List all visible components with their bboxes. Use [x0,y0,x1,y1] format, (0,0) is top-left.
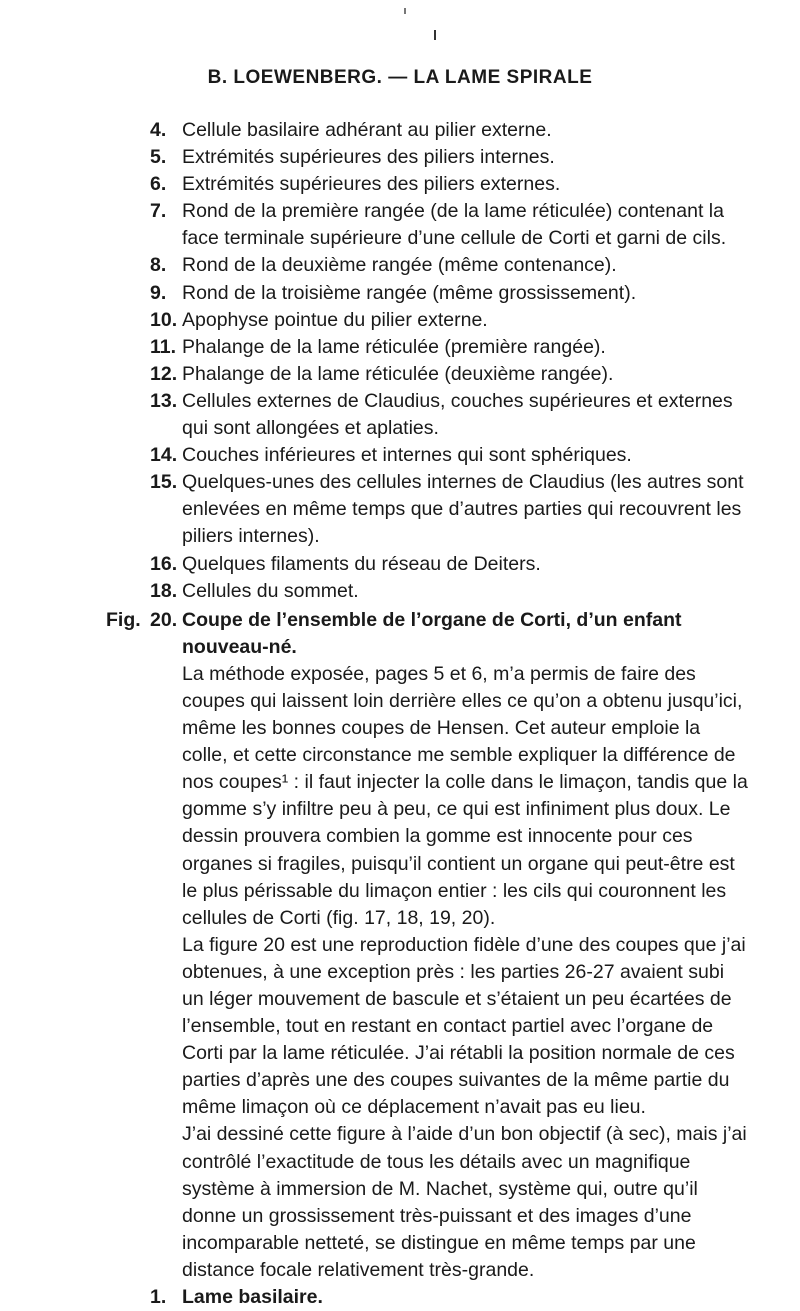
scan-mark [404,8,406,14]
list-item [150,388,750,442]
item-number: 10. [150,308,178,331]
list-item [150,551,750,578]
item-number: 11. [150,335,177,358]
body-text [106,117,750,1311]
item-text: Extrémités supérieures des piliers internes. [182,146,555,169]
item-number: 5. [150,146,167,169]
item-text: Cellules du sommet. [182,579,359,602]
paragraph: J’ai dessiné cette figure à l’aide d’un bon objectif (à sec), mais j’ai contrôlé l’exactitude de tous les détails avec un magnifique système à immersion de M. Nachet, système qui, outre qu’il donne un grossissement très-puissant et des images d’une incomparable netteté, se distingue en même temps par une distance focale relativement très-grande. [182,1123,747,1281]
item-text: Quelques-unes des cellules internes de Claudius (les autres sont enlevées en même temps que d’autres parties qui recouvrent les piliers internes). [182,471,744,548]
item-text: Extrémités supérieures des piliers externes. [182,173,561,196]
item-number: 15. [150,471,178,494]
list-item [150,307,750,334]
figure-number: 20. [150,608,178,631]
item-number: 13. [150,389,178,412]
item-number: 4. [150,119,167,141]
list-item [150,578,750,605]
figure-caption [106,607,750,661]
item-text: Phalange de la lame réticulée (deuxième rangée). [182,362,614,385]
list-item [150,144,750,171]
list-item [150,117,750,144]
list-item [150,1284,750,1311]
item-text: Phalange de la lame réticulée (première rangée). [182,335,606,358]
list-item [150,252,750,279]
figure-label: Fig. [106,608,141,631]
item-text: Rond de la deuxième rangée (même contenance). [182,254,617,277]
item-text: Rond de la première rangée (de la lame réticulée) contenant la face terminale supérieure d’une cellule de Corti et garni de cils. [182,200,727,250]
item-number: 7. [150,200,167,223]
item-text: Rond de la troisième rangée (même grossissement). [182,281,637,304]
list-item [150,280,750,307]
item-text: Apophyse pointue du pilier externe. [182,308,488,331]
item-number: 6. [150,173,167,196]
item-number: 8. [150,254,167,277]
list-item [150,334,750,361]
item-number: 1. [150,1286,167,1309]
scan-mark [434,30,436,40]
item-text: Cellule basilaire adhérant au pilier externe. [182,119,552,141]
item-number: 16. [150,552,178,575]
paragraph: La méthode exposée, pages 5 et 6, m’a permis de faire des coupes qui laissent loin derrière elles ce qu’on a obtenu jusqu’ici, même les bonnes coupes de Hensen. Cet auteur emploie la colle, et cette circonstance me semble expliquer la différence de nos coupes¹ : il faut injecter la colle dans le limaçon, tandis que la gomme s’y infiltre peu à peu, ce qui est infiniment plus doux. Le dessin prouvera combien la gomme est innocente pour ces organes si fragiles, puisqu’il contient un organe qui peut-être est le plus périssable du limaçon entier : les cils qui couronnent les cellules de Corti (fig. 17, 18, 19, 20). [182,662,748,929]
item-text: Quelques filaments du réseau de Deiters. [182,552,541,575]
list-item [150,442,750,469]
list-item [150,198,750,252]
list-item [150,171,750,198]
item-text: Cellules externes de Claudius, couches supérieures et externes qui sont allongées et aplaties. [182,389,733,440]
item-number: 14. [150,444,178,467]
item-number: 12. [150,362,178,385]
item-text: Couches inférieures et internes qui sont sphériques. [182,444,632,467]
list-item [150,361,750,388]
item-number: 18. [150,579,178,602]
paragraph: La figure 20 est une reproduction fidèle d’une des coupes que j’ai obtenues, à une exception près : les parties 26-27 avaient subi un léger mouvement de bascule et s’étaient un peu écartées de l’ensemble, tout en restant en contact partiel avec l’organe de Corti par la lame réticulée. J’ai rétabli la position normale de ces parties d’après une des coupes suivantes de la même partie du même limaçon où ce déplacement n’avait pas eu lieu. [182,933,746,1119]
item-text: Lame basilaire. [182,1286,323,1309]
running-head: B. LOEWENBERG. — LA LAME SPIRALE [207,67,593,88]
list-item [150,469,750,550]
figure-title: Coupe de l’ensemble de l’organe de Corti, d’un enfant nouveau-né. [182,608,682,658]
item-number: 9. [150,281,167,304]
